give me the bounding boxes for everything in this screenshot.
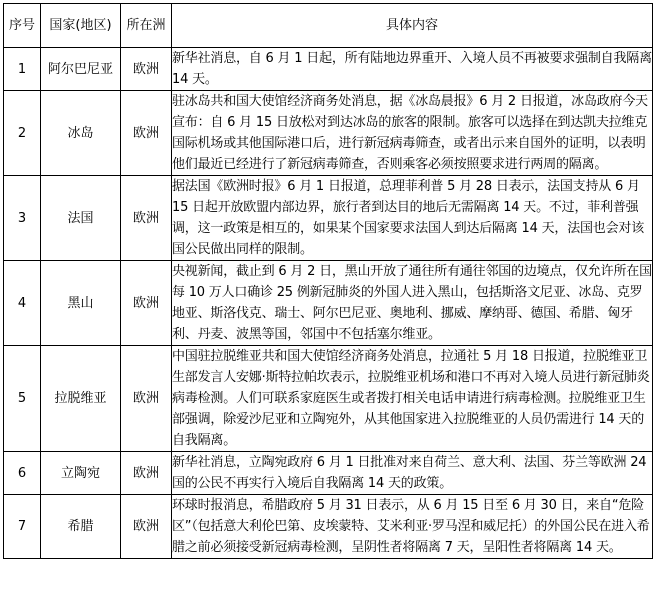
table-row bbox=[4, 48, 653, 91]
table-body bbox=[4, 48, 653, 559]
table-row bbox=[4, 346, 653, 452]
table-row bbox=[4, 495, 653, 559]
row-region: 欧洲 bbox=[121, 176, 172, 261]
row-index: 1 bbox=[4, 48, 41, 91]
row-content: 央视新闻，截止到 6 月 2 日，黑山开放了通往所有通往邻国的边境点，仅允许所在国每 10 万人口确诊 25 例新冠肺炎的外国人进入黑山，包括斯洛文尼亚、冰岛、克罗地亚、斯洛伐克、瑞士、阿尔巴尼亚、奥地利、挪威、摩纳哥、德国、希腊、匈牙利、丹麦、波黑等国，邻国中不包括塞尔维亚。 bbox=[172, 261, 653, 346]
row-region: 欧洲 bbox=[121, 495, 172, 559]
row-content: 据法国《欧洲时报》6 月 1 日报道，总理菲利普 5 月 28 日表示，法国支持从 6 月 15 日起开放欧盟内部边界，旅行者到达目的地后无需隔离 14 天。不过，菲利普强调，这一政策是相互的，如果某个国家要求法国人到达后隔离 14 天，法国也会对该国公民做出同样的限制。 bbox=[172, 176, 653, 261]
table-row bbox=[4, 261, 653, 346]
row-content: 中国驻拉脱维亚共和国大使馆经济商务处消息，拉通社 5 月 18 日报道，拉脱维亚卫生部发言人安娜·斯特拉帕坎表示，拉脱维亚机场和港口不再对入境人员进行新冠肺炎病毒检测。人们可联系家庭医生或者拨打相关电话申请进行病毒检测。拉脱维亚卫生部强调，除爱沙尼亚和立陶宛外，从其他国家进入拉脱维亚的人员仍需进行 14 天的自我隔离。 bbox=[172, 346, 653, 452]
row-content: 驻冰岛共和国大使馆经济商务处消息，据《冰岛晨报》6 月 2 日报道，冰岛政府今天宣布：自 6 月 15 日放松对到达冰岛的旅客的限制。旅客可以选择在到达凯夫拉维克国际机场或其他国际港口后，进行新冠病毒筛查，或者出示来自国外的证明，以表明他们最近已经进行了新冠病毒筛查，否则乘客必须按照要求进行两周的隔离。 bbox=[172, 91, 653, 176]
row-country: 阿尔巴尼亚 bbox=[41, 48, 121, 91]
policy-table bbox=[3, 3, 653, 559]
row-content: 新华社消息，立陶宛政府 6 月 1 日批准对来自荷兰、意大利、法国、芬兰等欧洲 24 国的公民不再实行入境后自我隔离 14 天的政策。 bbox=[172, 452, 653, 495]
row-content: 环球时报消息，希腊政府 5 月 31 日表示，从 6 月 15 日至 6 月 30 日，来自“危险区”（包括意大利伦巴第、皮埃蒙特、艾米利亚·罗马涅和威尼托）的外国公民在进入希腊之前必须接受新冠病毒检测，呈阴性者将隔离 7 天，呈阳性者将隔离 14 天。 bbox=[172, 495, 653, 559]
table-header bbox=[4, 4, 653, 48]
row-region: 欧洲 bbox=[121, 452, 172, 495]
header-row bbox=[4, 4, 653, 48]
row-index: 7 bbox=[4, 495, 41, 559]
header-index: 序号 bbox=[4, 4, 41, 48]
row-content: 新华社消息，自 6 月 1 日起，所有陆地边界重开、入境人员不再被要求强制自我隔离 14 天。 bbox=[172, 48, 653, 91]
row-region: 欧洲 bbox=[121, 346, 172, 452]
header-country: 国家(地区) bbox=[41, 4, 121, 48]
row-region: 欧洲 bbox=[121, 48, 172, 91]
row-index: 4 bbox=[4, 261, 41, 346]
table-row bbox=[4, 91, 653, 176]
header-content: 具体内容 bbox=[172, 4, 653, 48]
row-country: 立陶宛 bbox=[41, 452, 121, 495]
row-index: 3 bbox=[4, 176, 41, 261]
row-country: 拉脱维亚 bbox=[41, 346, 121, 452]
row-country: 冰岛 bbox=[41, 91, 121, 176]
row-country: 黑山 bbox=[41, 261, 121, 346]
row-index: 2 bbox=[4, 91, 41, 176]
table-row bbox=[4, 452, 653, 495]
row-country: 法国 bbox=[41, 176, 121, 261]
header-region: 所在洲 bbox=[121, 4, 172, 48]
row-region: 欧洲 bbox=[121, 261, 172, 346]
row-index: 5 bbox=[4, 346, 41, 452]
row-index: 6 bbox=[4, 452, 41, 495]
table-row bbox=[4, 176, 653, 261]
row-country: 希腊 bbox=[41, 495, 121, 559]
row-region: 欧洲 bbox=[121, 91, 172, 176]
